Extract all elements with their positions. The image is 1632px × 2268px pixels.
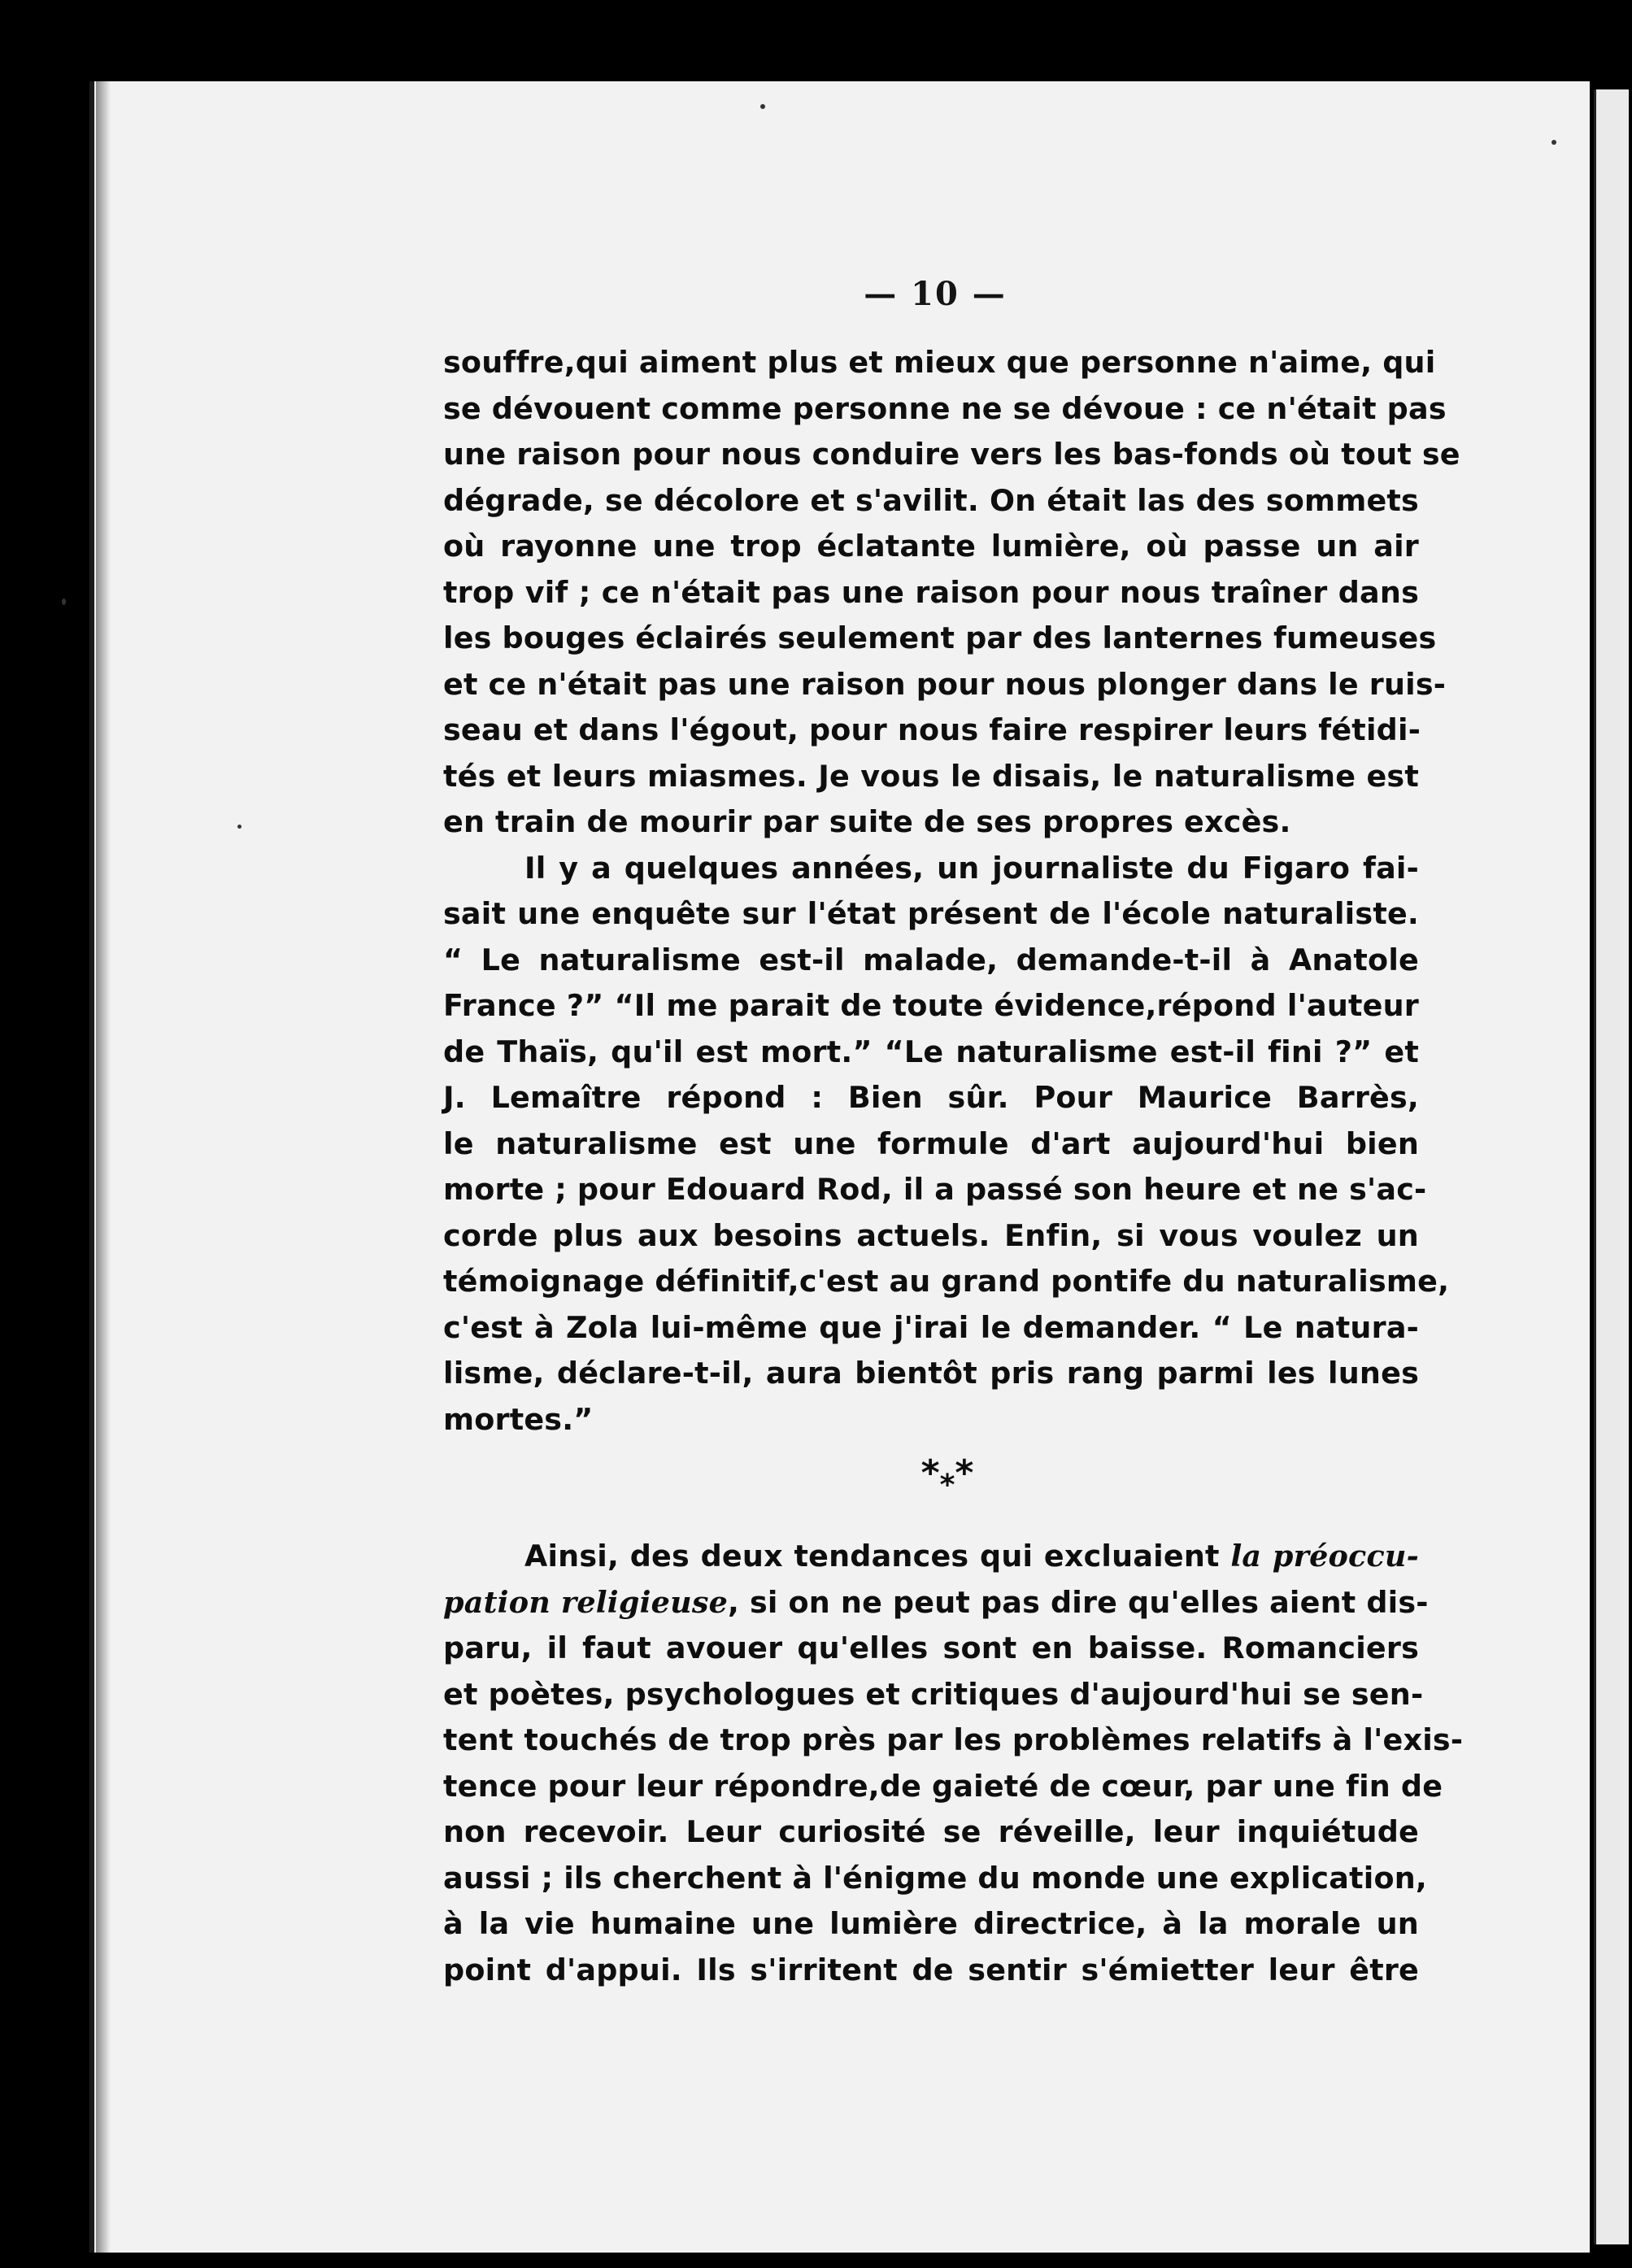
text-run: aussi ; ils cherchent à l'énigme du monde une explication,	[443, 1860, 1427, 1896]
text-line: seau et dans l'égout, pour nous faire respirer leurs fétidi-	[443, 712, 1421, 747]
text-line: morte ; pour Edouard Rod, il a passé son heure et ne s'ac-	[443, 1172, 1427, 1207]
paragraphs-top	[443, 340, 1460, 1443]
next-page-edge	[1594, 89, 1629, 2244]
text-line: se dévouent comme personne ne se dévoue : ce n'était pas	[443, 390, 1447, 426]
text-line: corde plus aux besoins actuels. Enfin, si vous voulez un	[443, 1217, 1419, 1253]
text-line	[443, 1901, 1419, 1948]
text-line: où rayonne une trop éclatante lumière, où passe un air	[443, 529, 1419, 564]
text-line: France ?” “Il me parait de toute évidence,répond l'auteur	[443, 988, 1419, 1023]
paragraphs-bottom	[443, 1534, 1464, 1993]
text-line: J. Lemaître répond : Bien sûr. Pour Maurice Barrès,	[443, 1080, 1419, 1115]
page-number: — 10 —	[864, 275, 1007, 313]
text-run: tence pour leur répondre,de gaieté de cœur, par une fin de	[443, 1768, 1443, 1804]
text-line: témoignage définitif,c'est au grand pontife du naturalisme,	[443, 1264, 1450, 1299]
text-line: mortes.”	[443, 1401, 594, 1437]
scan-speck	[1551, 140, 1556, 145]
text-line: les bouges éclairés seulement par des lanternes fumeuses	[443, 620, 1437, 655]
text-line: tés et leurs miasmes. Je vous le disais, le naturalisme est	[443, 758, 1419, 794]
text-line	[443, 1534, 1419, 1580]
text-run: non recevoir. Leur curiosité se réveille, leur inquiétude	[443, 1814, 1419, 1849]
section-separator	[443, 1443, 1419, 1534]
separator-star: *	[939, 1469, 955, 1502]
text-line: trop vif ; ce n'était pas une raison pour nous traîner dans	[443, 574, 1419, 610]
text-line	[443, 1626, 1419, 1672]
separator-star: *	[955, 1452, 974, 1494]
text-line: Il y a quelques années, un journaliste du Figaro fai-	[524, 850, 1419, 886]
italic-phrase: pation religieuse	[443, 1584, 728, 1620]
text-line: une raison pour nous conduire vers les bas-fonds où tout se	[443, 437, 1460, 472]
scan-speck	[760, 104, 765, 109]
page-text	[443, 340, 1464, 1993]
scan-speck	[237, 825, 242, 829]
text-run: point d'appui. Ils s'irritent de sentir s'émietter leur être	[443, 1952, 1419, 1987]
text-line: sait une enquête sur l'état présent de l'école naturaliste.	[443, 896, 1419, 931]
italic-phrase: la préoccu-	[1230, 1539, 1419, 1574]
text-line: et ce n'était pas une raison pour nous plonger dans le ruis-	[443, 666, 1447, 702]
text-line: le naturalisme est une formule d'art aujourd'hui bien	[443, 1125, 1419, 1161]
separator-star: *	[920, 1452, 940, 1494]
text-line	[443, 1764, 1443, 1810]
text-line	[443, 1580, 1429, 1626]
text-line: “ Le naturalisme est-il malade, demande-t-il à Anatole	[443, 942, 1419, 977]
text-line: c'est à Zola lui-même que j'irai le demander. “ Le natura-	[443, 1309, 1419, 1345]
text-line: de Thaïs, qu'il est mort.” “Le naturalisme est-il fini ?” et	[443, 1034, 1419, 1069]
text-line	[443, 1717, 1464, 1764]
text-line	[443, 1948, 1419, 1994]
text-line: en train de mourir par suite de ses propres excès.	[443, 804, 1291, 839]
text-line	[443, 1809, 1419, 1856]
text-line	[443, 1672, 1424, 1718]
text-line: lisme, déclare-t-il, aura bientôt pris rang parmi les lunes	[443, 1356, 1419, 1391]
text-run: à la vie humaine une lumière directrice, à la morale un	[443, 1906, 1419, 1941]
text-run: paru, il faut avouer qu'elles sont en baisse. Romanciers	[443, 1630, 1419, 1665]
text-run: Ainsi, des deux tendances qui excluaient	[524, 1539, 1231, 1574]
text-run: tent touchés de trop près par les problèmes relatifs à l'exis-	[443, 1722, 1464, 1757]
scan-speck	[62, 599, 66, 605]
text-line: dégrade, se décolore et s'avilit. On était las des sommets	[443, 482, 1419, 518]
page-gutter-shadow	[96, 81, 111, 2253]
text-run: , si on ne peut pas dire qu'elles aient dis-	[728, 1584, 1429, 1620]
text-line	[443, 1856, 1427, 1902]
text-line: souffre,qui aiment plus et mieux que personne n'aime, qui	[443, 345, 1436, 380]
text-run: et poètes, psychologues et critiques d'aujourd'hui se sen-	[443, 1676, 1424, 1712]
